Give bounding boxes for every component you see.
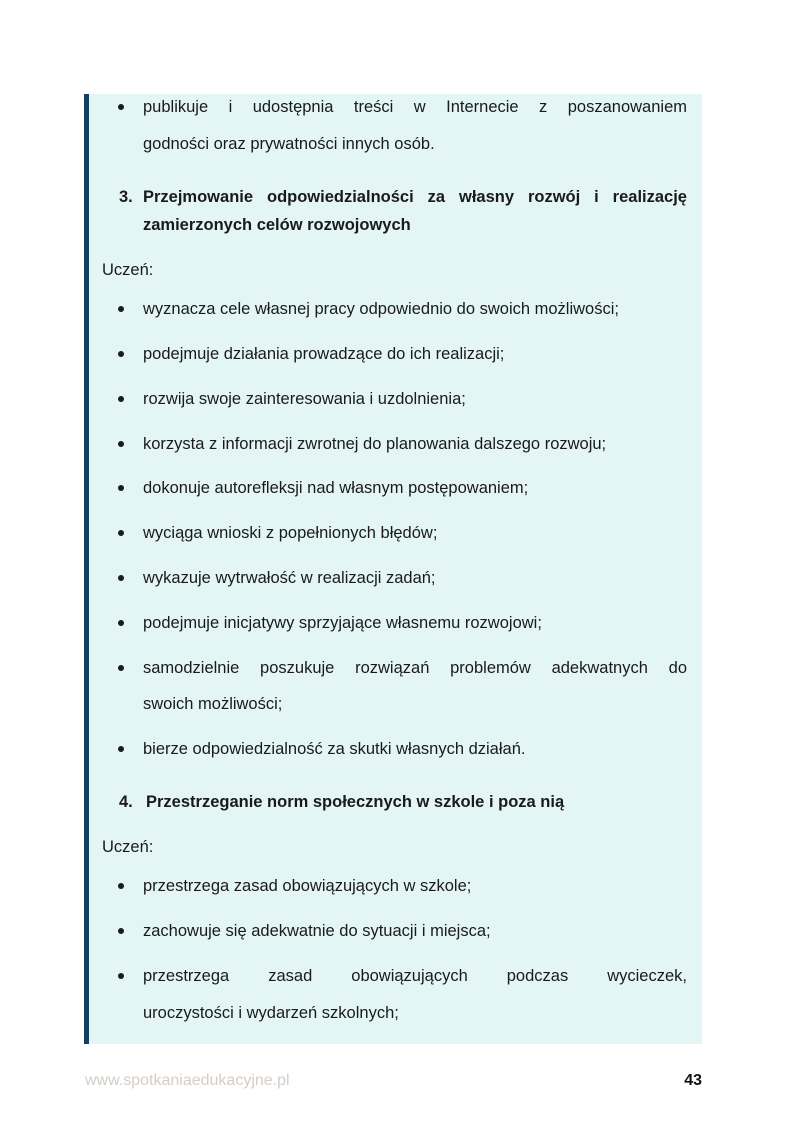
list-item-continuation: swoich możliwości; — [143, 695, 283, 713]
list-item: podejmuje inicjatywy sprzyjające własnemu rozwojowi; — [143, 614, 542, 632]
bullet-icon — [118, 575, 124, 581]
bullet-icon — [118, 306, 124, 312]
list-item: przestrzega zasad obowiązujących podczas wycieczek, — [143, 967, 687, 985]
list-item: korzysta z informacji zwrotnej do planowania dalszego rozwoju; — [143, 435, 607, 453]
section-heading: Przestrzeganie norm społecznych w szkole i poza nią — [146, 793, 565, 811]
list-item-continuation: uroczystości i wydarzeń szkolnych; — [143, 1004, 399, 1022]
bullet-icon — [118, 351, 124, 357]
section-number: 4. — [119, 793, 133, 811]
section-heading: Przejmowanie odpowiedzialności za własny rozwój i realizację — [143, 188, 687, 206]
list-item: wyznacza cele własnej pracy odpowiednio do swoich możliwości; — [143, 300, 619, 318]
page-number: 43 — [684, 1072, 702, 1089]
student-label: Uczeń: — [102, 838, 154, 856]
list-item-continuation: godności oraz prywatności innych osób. — [143, 135, 435, 153]
section-number: 3. — [119, 188, 133, 206]
bullet-icon — [118, 530, 124, 536]
bullet-icon — [118, 104, 124, 110]
bullet-icon — [118, 396, 124, 402]
bullet-icon — [118, 441, 124, 447]
list-item: samodzielnie poszukuje rozwiązań problemów adekwatnych do — [143, 659, 687, 677]
list-item: wykazuje wytrwałość w realizacji zadań; — [143, 569, 436, 587]
list-item: zachowuje się adekwatnie do sytuacji i miejsca; — [143, 922, 491, 940]
list-item: bierze odpowiedzialność za skutki własnych działań. — [143, 740, 526, 758]
panel-content — [84, 94, 702, 1044]
bullet-icon — [118, 665, 124, 671]
bullet-icon — [118, 973, 124, 979]
list-item: podejmuje działania prowadzące do ich realizacji; — [143, 345, 505, 363]
student-label: Uczeń: — [102, 261, 154, 279]
list-item: wyciąga wnioski z popełnionych błędów; — [143, 524, 438, 542]
section-heading-continuation: zamierzonych celów rozwojowych — [143, 216, 411, 234]
content-panel — [84, 94, 702, 1044]
list-item: rozwija swoje zainteresowania i uzdolnienia; — [143, 390, 466, 408]
list-item: przestrzega zasad obowiązujących w szkole; — [143, 877, 472, 895]
bullet-icon — [118, 620, 124, 626]
bullet-icon — [118, 485, 124, 491]
footer-website-link[interactable]: www.spotkaniaedukacyjne.pl — [85, 1072, 290, 1089]
bullet-icon — [118, 746, 124, 752]
bullet-icon — [118, 928, 124, 934]
list-item: dokonuje autorefleksji nad własnym postępowaniem; — [143, 479, 529, 497]
list-item: publikuje i udostępnia treści w Internecie z poszanowaniem — [143, 98, 687, 116]
bullet-icon — [118, 883, 124, 889]
